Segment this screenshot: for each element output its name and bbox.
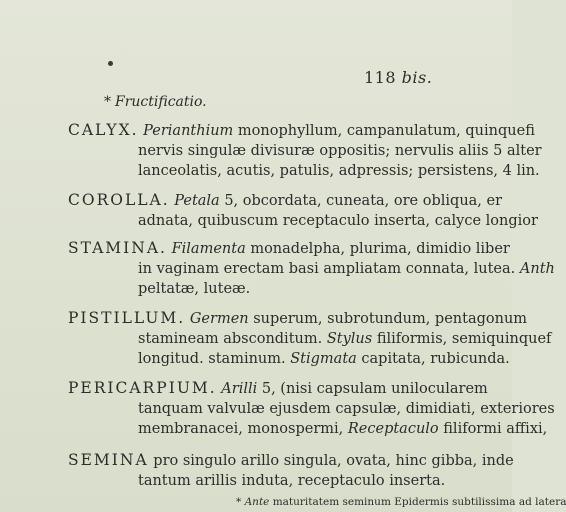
entry-line [68, 329, 552, 349]
footnote-marker: * [236, 496, 242, 508]
subheading-title: Fructificatio. [115, 94, 207, 110]
entry-line [68, 378, 512, 399]
entry-line: nervis singulæ divisuræ oppositis; nervulis aliis 5 alter [138, 143, 542, 159]
entry-italic: Stigmata [290, 351, 357, 367]
entry-term: CALYX. [68, 121, 139, 139]
footnote-italic: Ante [244, 496, 270, 508]
entry-italic: Stylus [326, 331, 373, 347]
entry-italic: Petala [174, 193, 220, 209]
entry-line [68, 419, 548, 439]
entry-italic: Germen [189, 311, 249, 327]
entry-text: pro singulo arillo singula, ovata, hinc gibba, inde [148, 453, 514, 469]
page-number [364, 68, 432, 87]
entry-text: monadelpha, plurima, dimidio liber [245, 241, 510, 257]
entry-term: STAMINA. [68, 239, 167, 257]
entry-pericarpium [68, 378, 555, 439]
entry-line [68, 259, 555, 279]
entry-corolla [68, 190, 538, 231]
entry-italic: Arilli [221, 381, 258, 397]
footnote [236, 496, 566, 508]
entry-line [68, 349, 512, 369]
entry-line: lanceolatis, acutis, patulis, adpressis; persistens, 4 lin. [138, 163, 540, 179]
entry-text: superum, subrotundum, pentagonum [248, 311, 528, 327]
subheading-marker: * [104, 94, 111, 110]
entry-text: 5, obcordata, cuneata, ore obliqua, er [219, 193, 503, 209]
entry-italic: Filamenta [171, 241, 246, 257]
entry-text: monophyllum, campanulatum, quinquefi [233, 123, 535, 139]
entry-text: filiformis, semiquinquef [372, 331, 552, 347]
entry-term: PERICARPIUM. [68, 379, 217, 397]
entry-pistillum [68, 308, 552, 369]
entry-italic: Perianthium [143, 123, 234, 139]
entry-line: tantum arillis induta, receptaculo inserta. [138, 473, 446, 489]
subheading [104, 94, 207, 110]
entry-line: tanquam valvulæ ejusdem capsulæ, dimidiati, exteriores [138, 401, 555, 417]
entry-italic: Receptaculo [347, 421, 439, 437]
entry-italic: Anth [519, 261, 555, 277]
entry-stamina [68, 238, 555, 299]
entry-line [68, 450, 512, 471]
entry-text: longitud. staminum. [138, 351, 291, 367]
folio-number: 118 [364, 68, 397, 87]
entry-text: filiformi affixi, [438, 421, 548, 437]
entry-line [68, 190, 512, 211]
entry-term: SEMINA [68, 451, 149, 469]
entry-term: COROLLA. [68, 191, 170, 209]
entry-term: PISTILLUM. [68, 309, 186, 327]
entry-semina [68, 450, 512, 491]
entry-calyx [68, 120, 542, 181]
entry-text: capitata, rubicunda. [356, 351, 510, 367]
footnote-text: maturitatem seminum Epidermis subtilissima ad latera [269, 496, 566, 508]
entry-line [68, 238, 512, 259]
entry-line: adnata, quibuscum receptaculo inserta, calyce longior [138, 213, 538, 229]
entry-text: membranacei, monospermi, [138, 421, 348, 437]
folio-suffix: bis. [401, 68, 433, 87]
ink-speck [108, 61, 113, 66]
entry-line: peltatæ, luteæ. [138, 281, 251, 297]
entry-line [68, 308, 528, 329]
entry-text: 5, (nisi capsulam unilocularem [257, 381, 488, 397]
entry-line [68, 120, 535, 141]
entry-text: in vaginam erectam basi ampliatam connata, lutea. [138, 261, 520, 277]
entry-text: stamineam absconditum. [138, 331, 327, 347]
